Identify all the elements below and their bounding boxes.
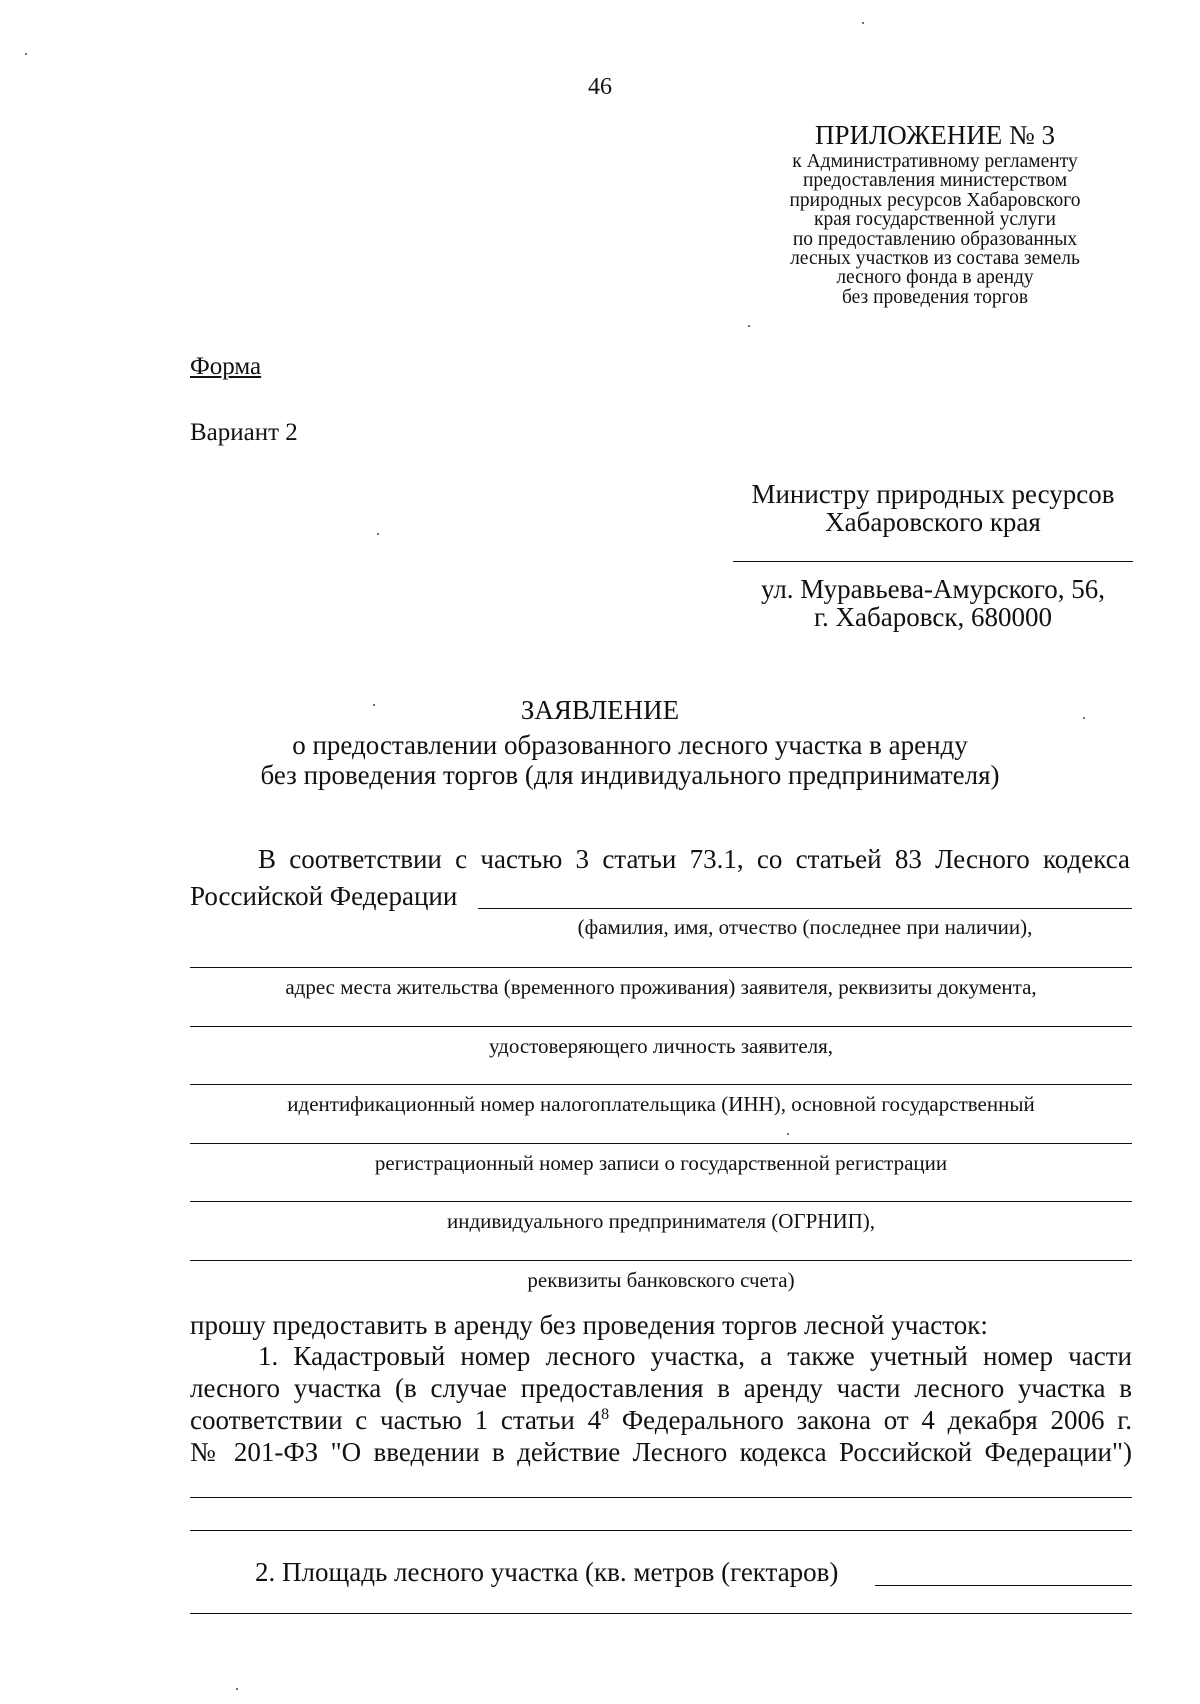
- item-1-text: Федерального закона от 4 декабря 2006 г.: [609, 1405, 1132, 1435]
- variant-label: Вариант 2: [190, 419, 298, 446]
- address-line: ул. Муравьева-Амурского, 56,: [761, 574, 1105, 604]
- addressee-address: [733, 575, 1133, 631]
- scan-speck: [373, 704, 375, 706]
- appendix-line: предоставления министерством: [802, 170, 1068, 192]
- scan-speck: [862, 22, 864, 24]
- addressee-line: Хабаровского края: [825, 507, 1041, 537]
- appendix-line: лесных участков из состава земель: [790, 248, 1080, 270]
- form-label: Форма: [190, 353, 262, 380]
- appendix-line: края государственной услуги: [814, 209, 1056, 231]
- scan-speck: [1083, 717, 1085, 719]
- item-1-line: № 201-ФЗ "О введении в действие Лесного кодекса Российской Федерации"): [190, 1437, 1132, 1467]
- scan-speck: [748, 325, 750, 327]
- applicant-name-field[interactable]: [478, 908, 1132, 909]
- field-caption: регистрационный номер записи о государственной регистрации: [374, 1151, 948, 1175]
- item-1-line: [190, 1404, 1132, 1436]
- scan-speck: [787, 1133, 789, 1135]
- inn-field[interactable]: [190, 1084, 1132, 1085]
- field-caption: индивидуального предпринимателя (ОГРНИП),: [446, 1209, 876, 1233]
- field-caption: (фамилия, имя, отчество (последнее при наличии),: [577, 915, 1033, 939]
- addressee: [733, 480, 1133, 536]
- item-1-cadastral-number: [190, 1340, 1132, 1468]
- subtitle-line: без проведения торгов (для индивидуального предпринимателя): [260, 760, 1000, 790]
- appendix-line: к Административному регламенту: [792, 151, 1078, 172]
- scan-speck: [377, 533, 379, 535]
- item-2-area: 2. Площадь лесного участка (кв. метров (гектаров): [255, 1557, 839, 1587]
- appendix-line: без проведения торгов: [841, 286, 1029, 308]
- document-subtitle: [190, 730, 1070, 790]
- ogrnip-field[interactable]: [190, 1201, 1132, 1202]
- appendix-title: ПРИЛОЖЕНИЕ № 3: [814, 120, 1056, 150]
- appendix-line: лесного фонда в аренду: [836, 267, 1034, 289]
- appendix-line: по предоставлению образованных: [792, 228, 1078, 250]
- addressee-rule: [733, 561, 1133, 562]
- address-line: г. Хабаровск, 680000: [814, 602, 1052, 632]
- intro-paragraph-line: Российской Федерации: [190, 881, 458, 911]
- intro-paragraph-line: В соответствии с частью 3 статьи 73.1, со статьей 83 Лесного кодекса: [258, 844, 1130, 874]
- item-1-line: лесного участка (в случае предоставления в аренду части лесного участка в: [190, 1373, 1132, 1403]
- bank-details-field[interactable]: [190, 1260, 1132, 1261]
- field-caption: реквизиты банковского счета): [527, 1268, 795, 1292]
- field-caption: удостоверяющего личность заявителя,: [488, 1034, 834, 1058]
- field-caption: адрес места жительства (временного проживания) заявителя, реквизиты документа,: [285, 975, 1037, 999]
- cadastral-number-field-2[interactable]: [190, 1530, 1132, 1531]
- registration-number-field[interactable]: [190, 1143, 1132, 1144]
- item-1-text: соответствии с частью 1 статьи 4: [190, 1405, 602, 1435]
- field-caption: идентификационный номер налогоплательщика (ИНН), основной государственный: [287, 1092, 1035, 1116]
- footnote-superscript: 8: [601, 1406, 610, 1423]
- appendix-header: [735, 120, 1135, 307]
- addressee-line: Министру природных ресурсов: [751, 479, 1115, 509]
- scan-speck: [25, 53, 27, 55]
- scan-speck: [236, 1688, 238, 1690]
- area-field-continued[interactable]: [190, 1613, 1132, 1614]
- item-1-line: 1. Кадастровый номер лесного участка, а также учетный номер части: [258, 1341, 1132, 1371]
- page-number: 46: [588, 74, 612, 100]
- request-text: прошу предоставить в аренду без проведения торгов лесной участок:: [190, 1310, 988, 1340]
- applicant-address-field[interactable]: [190, 967, 1132, 968]
- cadastral-number-field[interactable]: [190, 1497, 1132, 1498]
- appendix-line: природных ресурсов Хабаровского: [789, 189, 1081, 211]
- area-field[interactable]: [875, 1585, 1132, 1586]
- subtitle-line: о предоставлении образованного лесного участка в аренду: [292, 730, 968, 760]
- document-title: ЗАЯВЛЕНИЕ: [520, 695, 680, 725]
- identity-document-field[interactable]: [190, 1026, 1132, 1027]
